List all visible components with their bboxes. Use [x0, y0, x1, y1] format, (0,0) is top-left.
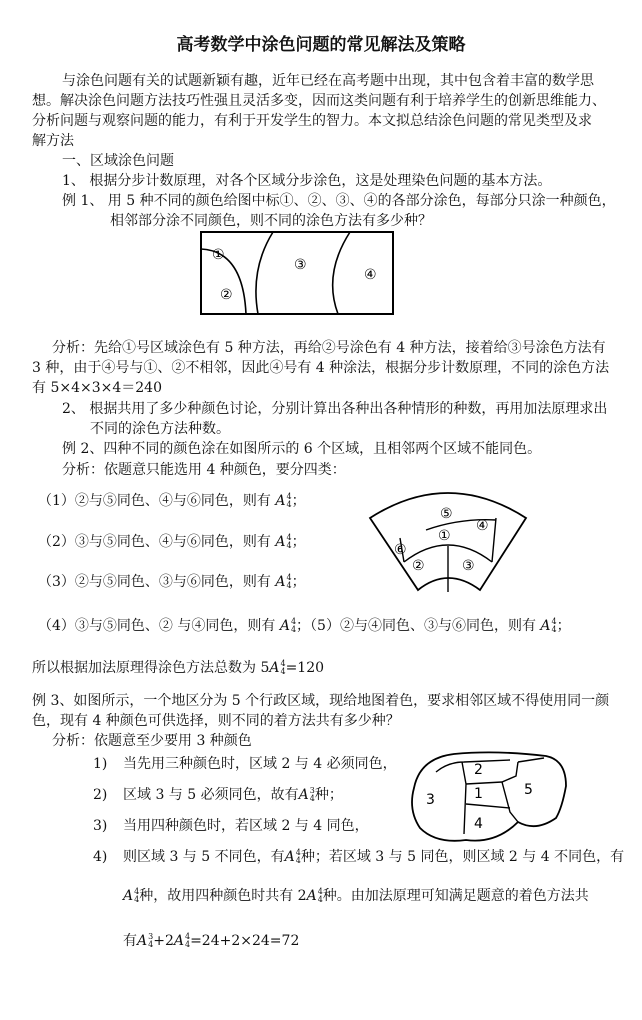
example-1-line-2: 相邻部分涂不同颜色，则不同的涂色方法有多少种？	[110, 213, 432, 229]
figure-1-diagram	[198, 229, 398, 319]
example-2: 例 2、四种不同的颜色涂在如图所示的 6 个区域，且相邻两个区域不能同色。	[62, 441, 542, 457]
intro-line-2: 想。解决涂色问题方法技巧性强且灵活多变，因而这类问题有利于培养学生的创新思维能力、	[32, 93, 606, 109]
fig3-label-3: 3	[426, 792, 435, 808]
sum-example-2: 所以根据加法原理得涂色方法总数为 5A 4 4 =120	[32, 659, 325, 676]
intro-line-3: 分析问题与观察问题的能力，有利于开发学生的智力。本文拟总结涂色问题的常见类型及求	[32, 113, 592, 129]
analysis-1-line-3: 有 5×4×3×4＝240	[32, 380, 162, 396]
step-4-text-3: 有A 3 4 +2A 4 4 =24+2×24=72	[123, 932, 300, 949]
fig2-label-3: ③	[462, 558, 475, 574]
fig3-label-1: 1	[474, 786, 483, 802]
analysis-1-line-2: 3 种，由于④号与①、②不相邻，因此④号有 4 种涂法，根据分步计数原理，不同的涂色方法	[32, 360, 610, 376]
example-3-analysis: 分析：依题意至少要用 3 种颜色	[52, 733, 252, 749]
page-title: 高考数学中涂色问题的常见解法及策略	[176, 35, 466, 55]
fig1-label-2: ②	[220, 287, 233, 303]
step-4-text-1: 则区域 3 与 5 不同色，有A 4 4 种；若区域 3 与 5 同色，则区域 2 与 4 不同色，有	[123, 848, 625, 865]
step-2-number: 2)	[93, 787, 108, 803]
fig1-label-1: ①	[212, 247, 225, 263]
fig1-label-3: ③	[294, 257, 307, 273]
case-3: （3）②与⑤同色、③与⑥同色，则有 A 4 4 ；	[38, 573, 306, 590]
step-3-number: 3)	[93, 818, 108, 834]
fig2-label-6: ⑥	[394, 542, 407, 558]
case-1: （1）②与⑤同色、④与⑥同色，则有 A 4 4 ；	[38, 492, 306, 509]
method-2-line-2: 不同的涂色方法种数。	[90, 421, 230, 437]
fig3-label-4: 4	[474, 816, 483, 832]
case-4-5: （4）③与⑤同色、② 与④同色，则有 A 4 4 ；（5）②与④同色、③与⑥同色，则有 A 4 4 ；	[38, 617, 571, 634]
step-1-number: 1)	[93, 756, 108, 772]
step-4-text-2: A 4 4 种，故用四种颜色时共有 2A 4 4 种。由加法原理可知满足题意的着色方法共	[123, 887, 589, 904]
figure-3-map	[406, 748, 570, 846]
example-2-analysis: 分析：依题意只能选用 4 种颜色，要分四类：	[62, 462, 346, 478]
fig2-label-5: ⑤	[440, 506, 453, 522]
method-1: 1、 根据分步计数原理，对各个区域分步涂色，这是处理染色问题的基本方法。	[62, 173, 552, 189]
step-4-number: 4)	[93, 849, 108, 865]
step-3-text: 当用四种颜色时，若区域 2 与 4 同色，	[123, 818, 369, 834]
fig3-label-5: 5	[524, 782, 533, 798]
fig2-label-1: ①	[438, 528, 451, 544]
analysis-1-line-1: 分析：先给①号区域涂色有 5 种方法，再给②号涂色有 4 种方法，接着给③号涂色方法有	[52, 340, 606, 356]
figure-2-diagram	[368, 478, 528, 598]
method-2-line-1: 2、 根据共用了多少种颜色讨论，分别计算出各种出各种情形的种数，再用加法原理求出	[62, 401, 608, 417]
example-3-line-1: 例 3、如图所示，一个地区分为 5 个行政区域，现给地图着色，要求相邻区域不得使用同一颜	[32, 693, 610, 709]
intro-line-4: 解方法	[32, 133, 74, 149]
fig2-label-4: ④	[476, 518, 489, 534]
intro-line-1: 与涂色问题有关的试题新颖有趣，近年已经在高考题中出现，其中包含着丰富的数学思	[62, 73, 594, 89]
fig1-label-4: ④	[364, 267, 377, 283]
step-2-text: 区域 3 与 5 必须同色，故有A 3 4 种；	[123, 786, 343, 803]
case-2: （2）③与⑤同色、④与⑥同色，则有 A 4 4 ；	[38, 533, 306, 550]
fig2-label-2: ②	[412, 558, 425, 574]
fig3-label-2: 2	[474, 762, 483, 778]
example-3-line-2: 色，现有 4 种颜色可供选择，则不同的着方法共有多少种？	[32, 713, 400, 729]
step-1-text: 当先用三种颜色时，区域 2 与 4 必须同色，	[123, 756, 397, 772]
section-heading: 一、区域涂色问题	[62, 153, 174, 169]
example-1-line-1: 例 1、 用 5 种不同的颜色给图中标①、②、③、④的各部分涂色，每部分只涂一种颜色，	[62, 193, 616, 209]
